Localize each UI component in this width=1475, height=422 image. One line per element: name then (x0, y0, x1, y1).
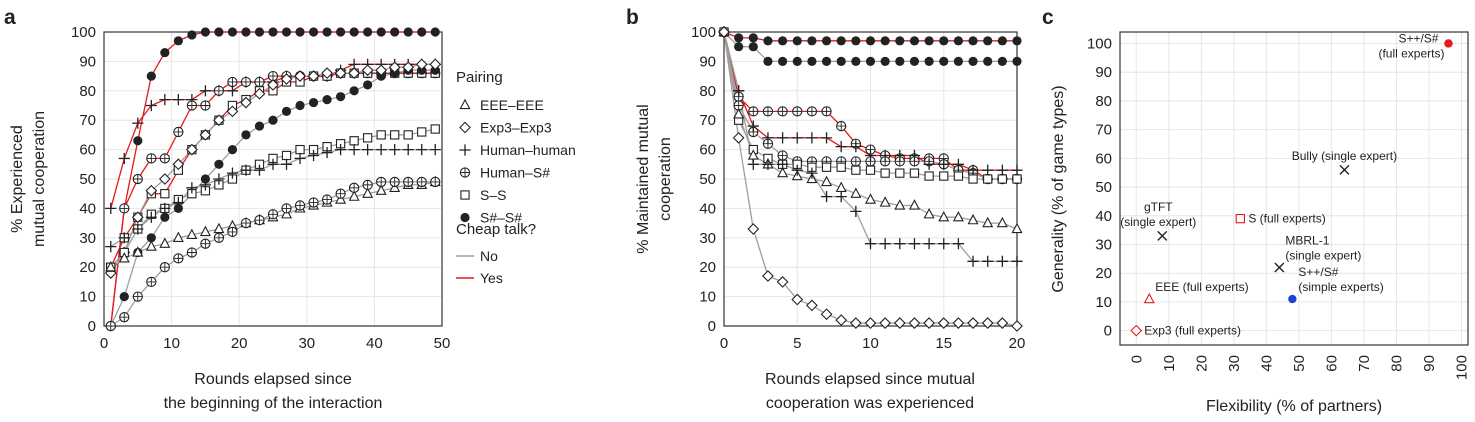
chart-a-point-circleplus (417, 177, 426, 186)
chart-b-point-filled (983, 36, 992, 45)
chart-a-point-square (282, 151, 290, 159)
chart-a-point-filled (404, 27, 413, 36)
legend-pairing-items (459, 97, 575, 226)
xtick-label: 20 (1008, 335, 1026, 352)
chart-a-point-filled (309, 27, 318, 36)
chart-a-point-filled (417, 27, 426, 36)
ytick-label: 40 (1095, 207, 1112, 225)
chart-c-point-label-2: (single expert) (1120, 214, 1197, 229)
chart-a-point-circleplus (214, 86, 223, 95)
ytick-label: 50 (699, 171, 716, 188)
legend-title-cheap-talk: Cheap talk? (456, 221, 537, 238)
chart-a-point-square (404, 131, 412, 139)
ytick-label: 50 (79, 171, 96, 188)
ytick-label: 70 (1095, 121, 1112, 139)
chart-b-point-square (969, 175, 977, 183)
chart-a-point-circleplus (228, 77, 237, 86)
ytick-label: 90 (79, 53, 96, 71)
chart-b-point-square (940, 172, 948, 180)
chart-a-point-circleplus (174, 127, 183, 136)
chart-c-point-label-4: (single expert) (1285, 248, 1362, 263)
chart-b-point-square (896, 169, 904, 177)
chart-b-point-filled (910, 36, 919, 45)
chart-b-point-filled (910, 57, 919, 66)
chart-a-point-filled (295, 101, 304, 110)
chart-a-point-square (391, 131, 399, 139)
chart-a-point-circleplus (282, 204, 291, 213)
chart-b-point-filled (954, 57, 963, 66)
ytick-label: 10 (79, 288, 96, 306)
chart-a-point-circleplus (201, 101, 210, 110)
ytick-label: 60 (699, 141, 716, 159)
xtick-label: 20 (230, 335, 248, 352)
chart-a (9, 24, 576, 412)
chart-a-point-filled (255, 121, 264, 130)
chart-a-point-circleplus (255, 216, 264, 225)
chart-a-point-circleplus (133, 174, 142, 183)
chart-a-point-circleplus (241, 219, 250, 228)
chart-b-point-square (954, 172, 962, 180)
chart-a-point-circleplus (390, 177, 399, 186)
chart-b-point-square (998, 175, 1006, 183)
chart-a-point-circleplus (295, 201, 304, 210)
ytick-label: 60 (1095, 150, 1112, 168)
chart-b-point-filled (998, 36, 1007, 45)
legend-cheap-talk-items (456, 248, 503, 286)
ytick-label: 20 (1095, 265, 1112, 283)
chart-a-point-circleplus (363, 180, 372, 189)
chart-c-point-3 (1236, 215, 1244, 223)
ytick-label: 60 (79, 141, 96, 159)
legend-label-diamond: Exp3–Exp3 (480, 119, 552, 136)
chart-b-point-filled (793, 57, 802, 66)
xtick-label: 100 (1453, 355, 1471, 381)
chart-b-point-filled (968, 57, 977, 66)
chart-b-point-filled (866, 36, 875, 45)
chart-a-point-filled (363, 27, 372, 36)
ytick-label: 100 (70, 24, 96, 41)
chart-a-xlabel-line2: the beginning of the interaction (163, 395, 383, 412)
xtick-label: 10 (862, 335, 879, 352)
chart-b-point-filled (837, 36, 846, 45)
chart-a-point-square (418, 128, 426, 136)
chart-b-point-filled (925, 36, 934, 45)
xtick-label: 80 (1388, 355, 1406, 372)
chart-b-point-filled (778, 57, 787, 66)
xtick-label: 30 (298, 335, 316, 352)
chart-b-point-filled (983, 57, 992, 66)
chart-a-ylabel-line1: % Experienced (9, 125, 26, 233)
chart-b-point-filled (749, 42, 758, 51)
ytick-label: 0 (87, 318, 96, 335)
ytick-label: 80 (1095, 92, 1112, 110)
chart-a-point-circleplus (322, 195, 331, 204)
chart-b-point-filled (1012, 36, 1021, 45)
chart-a-ylabel-line2: mutual cooperation (31, 110, 48, 248)
ytick-label: 90 (699, 53, 716, 71)
xtick-label: 60 (1323, 355, 1341, 372)
legend-key-plus (459, 144, 470, 155)
chart-b-point-filled (998, 57, 1007, 66)
chart-a-point-filled (295, 27, 304, 36)
chart-a-point-filled (350, 27, 359, 36)
chart-a-point-filled (350, 86, 359, 95)
ytick-label: 10 (699, 288, 716, 306)
chart-b-point-filled (851, 57, 860, 66)
chart-a-point-circleplus (201, 239, 210, 248)
chart-b-point-filled (939, 57, 948, 66)
chart-a-point-filled (133, 136, 142, 145)
legend-label-square: S–S (480, 187, 507, 203)
chart-b-point-filled (1012, 57, 1021, 66)
xtick-label: 20 (1193, 355, 1211, 372)
ytick-label: 30 (1095, 236, 1112, 254)
chart-a-point-circleplus (174, 254, 183, 263)
ytick-label: 80 (79, 82, 96, 100)
chart-a-point-filled (322, 27, 331, 36)
ytick-label: 30 (79, 229, 96, 247)
chart-b-point-filled (807, 36, 816, 45)
ytick-label: 100 (1086, 35, 1112, 53)
chart-b-point-filled (734, 33, 743, 42)
chart-b-point-filled (968, 36, 977, 45)
chart-c-point-label-5: EEE (full experts) (1155, 280, 1249, 295)
chart-b-point-circleplus (822, 107, 831, 116)
legend-label-filled: S#–S# (480, 209, 523, 226)
chart-b-point-circleplus (807, 107, 816, 116)
chart-b-point-filled (822, 57, 831, 66)
legend-label-no: No (480, 248, 498, 264)
chart-b-point-circleplus (778, 107, 787, 116)
chart-a-point-filled (228, 145, 237, 154)
xtick-label: 40 (366, 335, 383, 352)
ytick-label: 100 (690, 24, 716, 41)
chart-b-point-filled (895, 57, 904, 66)
chart-a-point-square (161, 190, 169, 198)
chart-a-point-circleplus (228, 227, 237, 236)
xtick-label: 90 (1420, 355, 1438, 372)
chart-a-point-filled (187, 30, 196, 39)
chart-b-point-filled (866, 57, 875, 66)
chart-a-point-filled (268, 116, 277, 125)
legend-label-triangle: EEE–EEE (480, 97, 544, 113)
chart-c-xlabel: Flexibility (% of partners) (1205, 398, 1383, 415)
chart-a-point-square (350, 137, 358, 145)
ytick-label: 70 (79, 112, 96, 130)
chart-a-point-circleplus (187, 101, 196, 110)
chart-b-point-filled (734, 42, 743, 51)
ytick-label: 40 (699, 200, 716, 218)
ytick-label: 0 (707, 318, 716, 335)
chart-a-point-filled (160, 48, 169, 57)
xtick-label: 70 (1355, 355, 1373, 372)
ytick-label: 20 (79, 259, 96, 277)
chart-a-point-circleplus (255, 77, 264, 86)
chart-b-point-filled (822, 36, 831, 45)
chart-b-point-filled (851, 36, 860, 45)
chart-a-point-circleplus (214, 233, 223, 242)
chart-b-point-filled (925, 57, 934, 66)
chart-b-point-square (984, 175, 992, 183)
chart-b-point-filled (749, 33, 758, 42)
legend-key-triangle (460, 100, 469, 109)
chart-c-point-label-3: S (full experts) (1248, 211, 1326, 226)
ytick-label: 70 (699, 112, 716, 130)
chart-b-point-circleplus (837, 121, 846, 130)
chart-a-point-filled (255, 27, 264, 36)
chart-c-point-label-6: (simple experts) (1298, 280, 1384, 295)
xtick-label: 10 (1160, 355, 1178, 372)
chart-b-point-circleplus (763, 107, 772, 116)
ytick-label: 20 (699, 259, 716, 277)
chart-b-xlabel-line2: cooperation was experienced (765, 395, 975, 412)
legend-title-pairing: Pairing (456, 69, 503, 86)
legend-label-circleplus: Human–S# (480, 164, 551, 181)
chart-c-point-0 (1444, 39, 1452, 47)
chart-b-ylabel-line1: % Maintained mutual (635, 104, 652, 254)
legend-key-diamond (460, 122, 470, 132)
legend-label-yes: Yes (480, 270, 503, 286)
chart-b-point-filled (763, 36, 772, 45)
chart-a-point-circleplus (120, 204, 129, 213)
chart-a-point-circleplus (187, 248, 196, 257)
panel-label-b: b (626, 6, 639, 29)
chart-c-point-6 (1288, 295, 1296, 303)
xtick-label: 40 (1258, 355, 1276, 372)
legend-label-plus: Human–human (480, 142, 576, 158)
chart-a-point-circleplus (120, 313, 129, 322)
chart-b (635, 24, 1025, 412)
chart-a-point-circleplus (377, 177, 386, 186)
legend-key-square (461, 191, 469, 199)
chart-b-point-filled (939, 36, 948, 45)
chart-a-xlabel-line1: Rounds elapsed since (194, 371, 352, 388)
chart-a-point-circleplus (160, 263, 169, 272)
chart-a-point-filled (241, 27, 250, 36)
chart-a-point-circleplus (404, 177, 413, 186)
chart-c-point-label-6: S++/S# (1298, 265, 1339, 280)
chart-a-point-circleplus (106, 321, 115, 330)
chart-a-point-filled (336, 92, 345, 101)
chart-b-point-filled (793, 36, 802, 45)
chart-c-point-label-0: S++/S# (1398, 31, 1439, 46)
legend-key-circleplus (460, 168, 469, 177)
chart-a-point-filled (282, 107, 291, 116)
panel-label-c: c (1042, 6, 1054, 29)
chart-b-point-square (866, 166, 874, 174)
xtick-label: 0 (719, 335, 729, 352)
ytick-label: 90 (1095, 64, 1112, 82)
chart-b-point-filled (954, 36, 963, 45)
chart-a-point-filled (120, 292, 129, 301)
chart-a-point-circleplus (431, 177, 440, 186)
ytick-label: 0 (1103, 322, 1112, 340)
xtick-label: 10 (163, 335, 180, 352)
chart-a-point-square (364, 134, 372, 142)
ytick-label: 10 (1095, 293, 1112, 311)
chart-a-point-filled (147, 72, 156, 81)
chart-b-point-filled (881, 36, 890, 45)
chart-b-point-square (910, 169, 918, 177)
chart-b-point-circleplus (793, 107, 802, 116)
chart-a-point-filled (228, 27, 237, 36)
chart-a-point-filled (214, 160, 223, 169)
xtick-label: 5 (793, 335, 802, 352)
ytick-label: 50 (1095, 179, 1112, 197)
chart-a-legend (456, 69, 576, 286)
chart-c-ylabel: Generality (% of game types) (1050, 85, 1067, 293)
chart-c-point-label-7: Exp3 (full experts) (1144, 323, 1241, 338)
chart-c-point-label-4: MBRL-1 (1285, 233, 1330, 248)
xtick-label: 0 (99, 335, 109, 352)
chart-a-point-circleplus (160, 154, 169, 163)
ytick-label: 40 (79, 200, 96, 218)
xtick-label: 15 (935, 335, 953, 352)
chart-a-point-circleplus (309, 198, 318, 207)
chart-c (1050, 31, 1470, 415)
chart-a-point-circleplus (350, 183, 359, 192)
chart-b-point-square (1013, 175, 1021, 183)
chart-b-ylabel-line2: cooperation (657, 137, 674, 221)
chart-b-point-filled (763, 57, 772, 66)
chart-a-point-filled (309, 98, 318, 107)
chart-a-point-circleplus (268, 210, 277, 219)
panel-label-a: a (4, 6, 16, 29)
chart-a-point-circleplus (133, 292, 142, 301)
chart-a-point-square (431, 125, 439, 133)
chart-a-point-square (377, 131, 385, 139)
chart-a-point-filled (282, 27, 291, 36)
chart-b-xlabel-line1: Rounds elapsed since mutual (765, 371, 975, 388)
chart-b-point-filled (881, 57, 890, 66)
xtick-label: 50 (1290, 355, 1308, 372)
chart-a-point-filled (322, 95, 331, 104)
chart-c-point-label-1: Bully (single expert) (1291, 148, 1398, 163)
chart-b-point-circleplus (851, 157, 860, 166)
chart-c-point-label-2: gTFT (1143, 199, 1173, 214)
chart-a-point-circleplus (147, 277, 156, 286)
chart-b-point-filled (895, 36, 904, 45)
chart-b-point-square (881, 169, 889, 177)
xtick-label: 50 (433, 335, 451, 352)
chart-a-point-circleplus (241, 77, 250, 86)
chart-a-point-filled (174, 36, 183, 45)
chart-b-point-square (837, 163, 845, 171)
chart-a-point-filled (336, 27, 345, 36)
chart-a-point-filled (241, 130, 250, 139)
chart-b-point-square (925, 172, 933, 180)
chart-b-point-filled (837, 57, 846, 66)
chart-a-point-filled (214, 27, 223, 36)
xtick-label: 0 (1128, 355, 1146, 364)
chart-a-point-filled (390, 27, 399, 36)
chart-a-point-circleplus (336, 189, 345, 198)
chart-a-point-filled (431, 27, 440, 36)
chart-a-point-circleplus (147, 154, 156, 163)
chart-b-point-square (822, 163, 830, 171)
chart-a-point-square (296, 146, 304, 154)
chart-b-point-filled (778, 36, 787, 45)
chart-a-point-filled (201, 27, 210, 36)
chart-c-point-label-0: (full experts) (1378, 46, 1445, 61)
chart-b-point-filled (807, 57, 816, 66)
chart-a-point-filled (363, 80, 372, 89)
ytick-label: 80 (699, 82, 716, 100)
chart-b-point-circleplus (749, 107, 758, 116)
chart-b-point-square (852, 166, 860, 174)
chart-a-point-filled (268, 27, 277, 36)
ytick-label: 30 (699, 229, 716, 247)
chart-a-point-filled (377, 27, 386, 36)
xtick-label: 30 (1225, 355, 1243, 372)
